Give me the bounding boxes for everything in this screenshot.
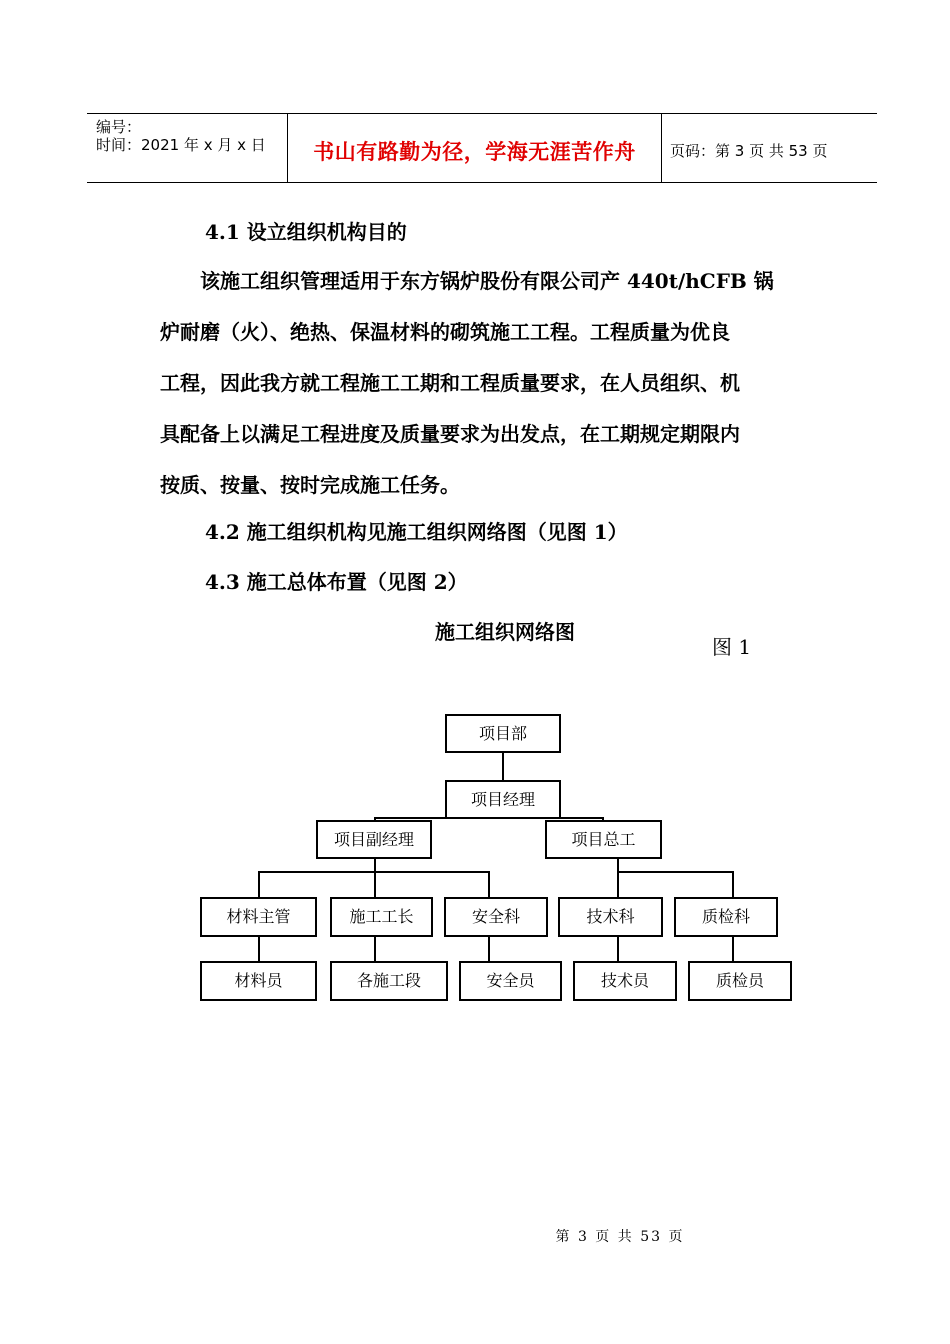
connector-line bbox=[617, 857, 619, 872]
org-box-staff: 材料员 bbox=[200, 961, 317, 1001]
figure-title: 施工组织网络图 bbox=[435, 620, 575, 644]
connector-line bbox=[732, 935, 734, 963]
time-label: 时间：2021 年 x 月 x 日 bbox=[96, 136, 266, 154]
connector-line bbox=[374, 935, 376, 963]
connector-line bbox=[732, 871, 734, 899]
org-box-department: 质检科 bbox=[674, 897, 778, 937]
page-footer: 第 3 页 共 53 页 bbox=[555, 1229, 685, 1245]
figure-label: 图 1 bbox=[712, 635, 752, 659]
connector-line bbox=[617, 935, 619, 963]
connector-line bbox=[258, 871, 260, 899]
page-info: 页码：第 3 页 共 53 页 bbox=[670, 142, 828, 160]
number-label: 编号： bbox=[96, 118, 142, 136]
org-box-chief-engineer: 项目总工 bbox=[545, 820, 662, 859]
org-box-staff: 质检员 bbox=[688, 961, 792, 1001]
connector-line bbox=[617, 871, 619, 899]
paragraph-line: 具配备上以满足工程进度及质量要求为出发点，在工期规定期限内 bbox=[160, 422, 740, 446]
paragraph-line: 工程，因此我方就工程施工工期和工程质量要求，在人员组织、机 bbox=[160, 371, 740, 395]
paragraph-line: 该施工组织管理适用于东方锅炉股份有限公司产 440t/hCFB 锅 bbox=[160, 269, 774, 293]
connector-line bbox=[488, 871, 490, 899]
org-box-department: 材料主管 bbox=[200, 897, 317, 937]
org-box-department: 技术科 bbox=[558, 897, 663, 937]
connector-line bbox=[258, 935, 260, 963]
section-4-1-heading: 4.1 设立组织机构目的 bbox=[205, 220, 407, 244]
paragraph-line: 按质、按量、按时完成施工任务。 bbox=[160, 473, 460, 497]
org-box-staff: 技术员 bbox=[573, 961, 677, 1001]
org-box-deputy: 项目副经理 bbox=[316, 820, 432, 859]
org-box-department: 安全科 bbox=[444, 897, 548, 937]
org-box-staff: 安全员 bbox=[459, 961, 562, 1001]
section-4-2-heading: 4.2 施工组织机构见施工组织网络图（见图 1） bbox=[205, 520, 628, 544]
connector-line bbox=[374, 871, 376, 899]
paragraph-line: 炉耐磨（火）、绝热、保温材料的砌筑施工工程。工程质量为优良 bbox=[160, 320, 730, 344]
connector-line bbox=[617, 871, 734, 873]
org-box-manager: 项目经理 bbox=[445, 780, 561, 819]
connector-line bbox=[488, 935, 490, 963]
section-4-3-heading: 4.3 施工总体布置（见图 2） bbox=[205, 570, 468, 594]
org-box-staff: 各施工段 bbox=[330, 961, 448, 1001]
org-box-root: 项目部 bbox=[445, 714, 561, 753]
connector-line bbox=[374, 857, 376, 872]
org-box-department: 施工工长 bbox=[330, 897, 433, 937]
connector-line bbox=[502, 752, 504, 782]
slogan: 书山有路勤为径，学海无涯苦作舟 bbox=[313, 139, 636, 164]
